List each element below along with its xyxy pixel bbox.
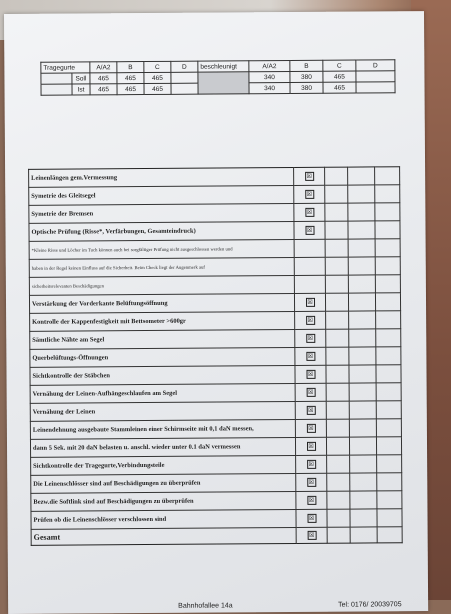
col-a-header: A/A2: [90, 62, 117, 73]
blank-cell: [348, 257, 375, 275]
blank-cell: [348, 239, 375, 257]
blank-cell: [349, 401, 376, 419]
beschleunigt-label: beschleunigt: [198, 61, 249, 72]
blank-cell: [377, 455, 402, 473]
col-b-header: B: [117, 62, 144, 73]
blank-cell: [375, 257, 400, 275]
checkbox-checked-icon: ☒: [308, 514, 315, 522]
checkbox-cell: [295, 365, 326, 383]
checklist-item-label: Querbelüftungs-Öffnungen: [30, 347, 295, 367]
checkbox-cell: [295, 383, 326, 401]
value-cell: [171, 72, 198, 83]
checklist-note: sicherheitsrelevanten Beschädigungen: [29, 275, 294, 295]
checklist-table: [28, 166, 403, 546]
blank-cell: [325, 203, 348, 221]
checklist-item-label: Symetrie der Bremsen: [29, 203, 294, 223]
blank-cell: [327, 509, 350, 527]
blank-cell: [349, 329, 376, 347]
b-col-a-header: A/A2: [249, 61, 290, 72]
checkbox-checked-icon: ☒: [307, 370, 314, 378]
blank-cell: [375, 239, 400, 257]
blank-cell: [41, 73, 72, 84]
blank-cell: [348, 293, 375, 311]
value-cell: 340: [249, 83, 290, 94]
b-col-d-header: D: [356, 60, 395, 71]
value-cell: [356, 71, 395, 82]
blank-cell: [348, 221, 375, 239]
blank-cell: [349, 347, 376, 365]
blank-cell: [325, 185, 348, 203]
checkbox-checked-icon: ☒: [307, 316, 313, 324]
checkbox-checked-icon: ☒: [307, 298, 313, 306]
blank-cell: [327, 473, 350, 491]
document-page: [4, 11, 428, 614]
beschleunigt-shaded-cell: [198, 72, 249, 94]
blank-cell: [349, 383, 376, 401]
value-cell: 465: [144, 83, 171, 94]
blank-cell: [349, 419, 376, 437]
checklist-item-label: Prüfen ob die Leinenschlösser verschlossen sind: [31, 509, 296, 529]
value-cell: 465: [117, 84, 144, 95]
checkbox-cell: [294, 203, 325, 221]
blank-cell: [349, 365, 376, 383]
blank-cell: [325, 257, 348, 275]
checkbox-checked-icon: ☒: [308, 478, 314, 486]
value-cell: 465: [117, 73, 144, 84]
checkbox-cell: [296, 527, 327, 543]
checkbox-checked-icon: ☒: [307, 334, 313, 342]
blank-cell: [376, 383, 401, 401]
checklist-note: haben in der Regel keinen Einfluss auf die Sicherheit. Beim Check liegt der Augenmerk auf: [29, 257, 294, 277]
blank-cell: [375, 275, 400, 293]
blank-cell: [376, 329, 401, 347]
checkbox-checked-icon: ☒: [308, 460, 314, 468]
checklist-item-label: Verstärkung der Vorderkante Belüftungsöffnung: [29, 293, 294, 313]
checklist-item-label: Die Leinenschlösser sind auf Beschädigungen zu überprüfen: [31, 473, 296, 493]
row-label: Soll: [72, 73, 90, 84]
checklist-item-label: Kontrolle der Kappenfestigkeit mit Bettsometer >600gr: [30, 311, 295, 331]
checkbox-cell: [296, 491, 327, 509]
blank-cell: [375, 203, 400, 221]
footer-address: Bahnhofallee 14a: [178, 602, 233, 610]
checkbox-checked-icon: ☒: [306, 226, 313, 234]
checklist-item-label: Vernähung der Leinen: [30, 401, 295, 421]
tragegurte-table: [40, 59, 395, 95]
checkbox-checked-icon: ☒: [308, 531, 315, 539]
checkbox-cell: [295, 401, 326, 419]
blank-cell: [327, 527, 350, 543]
blank-cell: [377, 473, 402, 491]
checkbox-cell: [296, 509, 327, 527]
blank-cell: [376, 311, 401, 329]
blank-cell: [350, 509, 377, 527]
checkbox-cell: [294, 257, 325, 275]
blank-cell: [326, 347, 349, 365]
blank-cell: [326, 311, 349, 329]
blank-cell: [350, 491, 377, 509]
blank-cell: [375, 293, 400, 311]
blank-cell: [327, 491, 350, 509]
checkbox-cell: [294, 167, 325, 185]
blank-cell: [348, 185, 375, 203]
tragegurte-label: Tragegurte: [41, 62, 90, 73]
blank-cell: [377, 509, 402, 527]
value-cell: 340: [249, 72, 290, 83]
value-cell: 465: [90, 84, 117, 95]
checklist-note: *Kleine Risse und Löcher im Tuch können auch bei sorgfältiger Prüfung nicht ausgeschlossen werden und: [29, 239, 294, 259]
checkbox-cell: [295, 329, 326, 347]
blank-cell: [349, 437, 376, 455]
checklist-row: [31, 527, 402, 546]
checkbox-cell: [295, 347, 326, 365]
blank-cell: [349, 311, 376, 329]
checklist-item-label: Bezw.die Softlink sind auf Beschädigungen zu überprüfen: [31, 491, 296, 511]
checkbox-cell: [294, 239, 325, 257]
value-cell: 465: [90, 73, 117, 84]
checkbox-checked-icon: ☒: [307, 388, 314, 396]
blank-cell: [376, 347, 401, 365]
blank-cell: [350, 455, 377, 473]
checklist-item-label: Sämtliche Nähte am Segel: [30, 329, 295, 349]
checkbox-checked-icon: ☒: [308, 496, 315, 504]
blank-cell: [326, 401, 349, 419]
col-c-header: C: [144, 61, 171, 72]
checkbox-cell: [294, 185, 325, 203]
blank-cell: [326, 437, 349, 455]
b-col-c-header: C: [323, 60, 356, 71]
value-cell: [171, 83, 198, 94]
blank-cell: [348, 275, 375, 293]
checkbox-checked-icon: ☒: [306, 190, 312, 198]
checklist-item-label: Symetrie des Gleitsegel: [29, 185, 294, 205]
checkbox-cell: [296, 473, 327, 491]
blank-cell: [375, 221, 400, 239]
blank-cell: [327, 455, 350, 473]
value-cell: 465: [323, 71, 356, 82]
checkbox-cell: [295, 311, 326, 329]
blank-cell: [377, 527, 402, 543]
checkbox-cell: [295, 419, 326, 437]
blank-cell: [325, 221, 348, 239]
blank-cell: [348, 203, 375, 221]
checkbox-cell: [296, 455, 327, 473]
checkbox-cell: [294, 293, 325, 311]
blank-cell: [325, 293, 348, 311]
checkbox-cell: [294, 221, 325, 239]
checkbox-checked-icon: ☒: [308, 406, 314, 414]
blank-cell: [325, 167, 348, 185]
checklist-item-label: Leinendehnung ausgebaute Stammleinen einer Schirmseite mit 0,1 daN messen,: [30, 419, 295, 439]
checklist-item-label: Vernähung der Leinen-Aufhängeschlaufen am Segel: [30, 383, 295, 403]
checklist-item-label: Sichtkontrolle der Stäbchen: [30, 365, 295, 385]
checklist-item-label: Gesamt: [31, 527, 296, 545]
value-cell: 465: [323, 82, 356, 93]
blank-cell: [376, 437, 401, 455]
value-cell: [356, 82, 395, 93]
checklist-item-label: Leinenlängen gem.Vermessung: [29, 167, 294, 187]
blank-cell: [376, 365, 401, 383]
checkbox-cell: [294, 275, 325, 293]
blank-cell: [350, 527, 377, 543]
blank-cell: [326, 383, 349, 401]
blank-cell: [326, 419, 349, 437]
checkbox-checked-icon: ☒: [306, 208, 313, 216]
blank-cell: [326, 329, 349, 347]
blank-cell: [376, 401, 401, 419]
checkbox-checked-icon: ☒: [307, 352, 314, 360]
blank-cell: [325, 275, 348, 293]
checklist-item-label: Optische Prüfung (Risse*, Verfärbungen, Gesamteindruck): [29, 221, 294, 241]
checkbox-checked-icon: ☒: [308, 424, 314, 432]
blank-cell: [376, 419, 401, 437]
blank-cell: [375, 185, 400, 203]
footer-phone: Tel: 0176/ 20039705: [338, 601, 402, 609]
value-cell: 465: [144, 72, 171, 83]
blank-cell: [377, 491, 402, 509]
blank-cell: [326, 365, 349, 383]
blank-cell: [375, 167, 400, 185]
blank-cell: [348, 167, 375, 185]
blank-cell: [350, 473, 377, 491]
col-d-header: D: [171, 61, 198, 72]
blank-cell: [325, 239, 348, 257]
checkbox-checked-icon: ☒: [308, 442, 314, 450]
b-col-b-header: B: [290, 60, 323, 71]
checklist-item-label: Sichtkontrolle der Tragegurte,Verbindungsteile: [31, 455, 296, 475]
checkbox-cell: [295, 437, 326, 455]
blank-cell: [41, 84, 72, 95]
checkbox-checked-icon: ☒: [306, 172, 312, 180]
value-cell: 380: [290, 82, 323, 93]
checklist-item-label: dann 5 Sek. mit 20 daN belasten u. anschl. wieder unter 0.1 daN vermessen: [30, 437, 295, 457]
row-label: Ist: [72, 84, 90, 95]
value-cell: 380: [290, 71, 323, 82]
